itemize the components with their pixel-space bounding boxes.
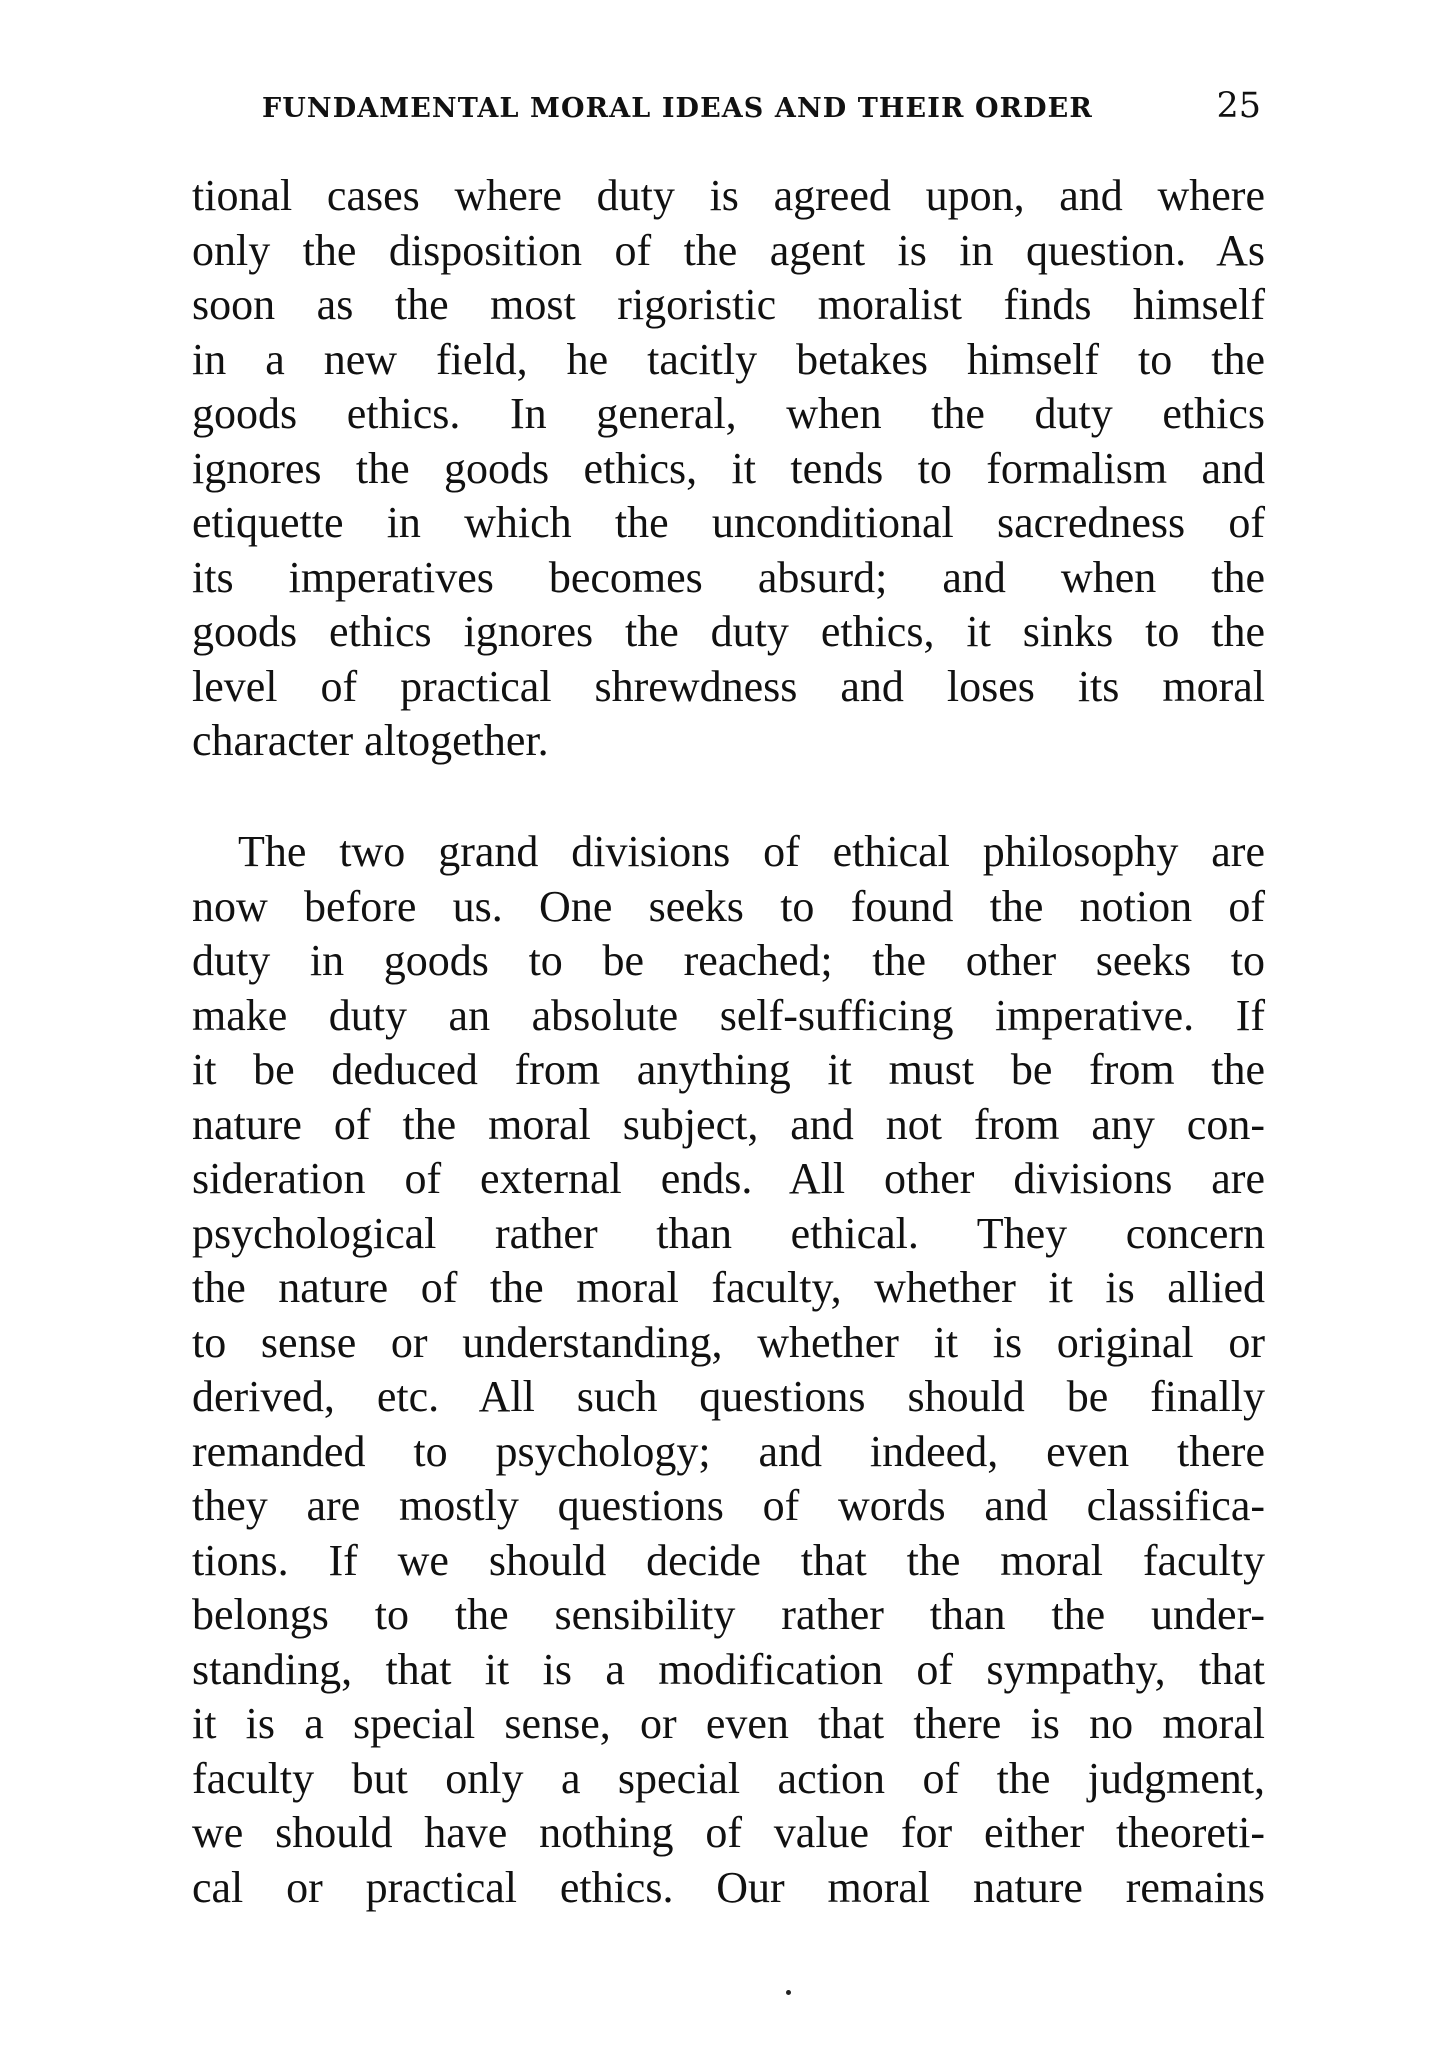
text-line: the nature of the moral faculty, whether it is allied [192,1263,1265,1312]
text-line: tions. If we should decide that the moral faculty [192,1535,1265,1585]
text-line: in a new field, he tacitly betakes himself to the [192,334,1265,384]
ink-speck [786,1990,791,1995]
text-line: remanded to psychology; and indeed, even there [192,1426,1265,1476]
text-line: it is a special sense, or even that there is no moral [192,1699,1265,1748]
text-line: soon as the most rigoristic moralist finds himself [192,280,1265,329]
text-line: goods ethics. In general, when the duty ethics [192,389,1265,438]
text-line: nature of the moral subject, and not from any con- [192,1099,1265,1149]
paragraph [192,825,1265,1915]
text-line: standing, that it is a modification of sympathy, that [192,1644,1265,1694]
text-line: etiquette in which the unconditional sacredness of [192,498,1265,547]
text-line: ignores the goods ethics, it tends to formalism and [192,443,1265,493]
text-line: to sense or understanding, whether it is original or [192,1317,1265,1367]
running-head [262,86,1261,132]
text-line: its imperatives becomes absurd; and when the [192,552,1265,602]
text-line: now before us. One seeks to found the notion of [192,881,1265,931]
text-line: we should have nothing of value for either theoreti- [192,1808,1265,1857]
text-line: goods ethics ignores the duty ethics, it sinks to the [192,607,1265,656]
text-line: duty in goods to be reached; the other seeks to [192,936,1265,985]
text-line: sideration of external ends. All other divisions are [192,1154,1265,1203]
text-line: belongs to the sensibility rather than the under- [192,1590,1265,1639]
text-line: it be deduced from anything it must be from the [192,1045,1265,1094]
page-number: 25 [1216,86,1261,126]
text-line: character altogether. [192,716,549,765]
running-title: FUNDAMENTAL MORAL IDEAS AND THEIR ORDER [262,93,1093,124]
text-line: cal or practical ethics. Our moral nature remains [192,1862,1265,1912]
text-line: level of practical shrewdness and loses its moral [192,661,1265,711]
text-line: tional cases where duty is agreed upon, and where [192,171,1265,220]
text-line: psychological rather than ethical. They concern [192,1208,1265,1258]
text-line: only the disposition of the agent is in question. As [192,225,1265,275]
text-line: they are mostly questions of words and classifica- [192,1481,1265,1530]
paragraph-continuation [192,169,1265,769]
text-line: derived, etc. All such questions should be finally [192,1372,1265,1421]
text-line: The two grand divisions of ethical philosophy are [238,827,1265,876]
text-line: make duty an absolute self-sufficing imperative. If [192,990,1265,1040]
text-line: faculty but only a special action of the judgment, [192,1753,1265,1803]
